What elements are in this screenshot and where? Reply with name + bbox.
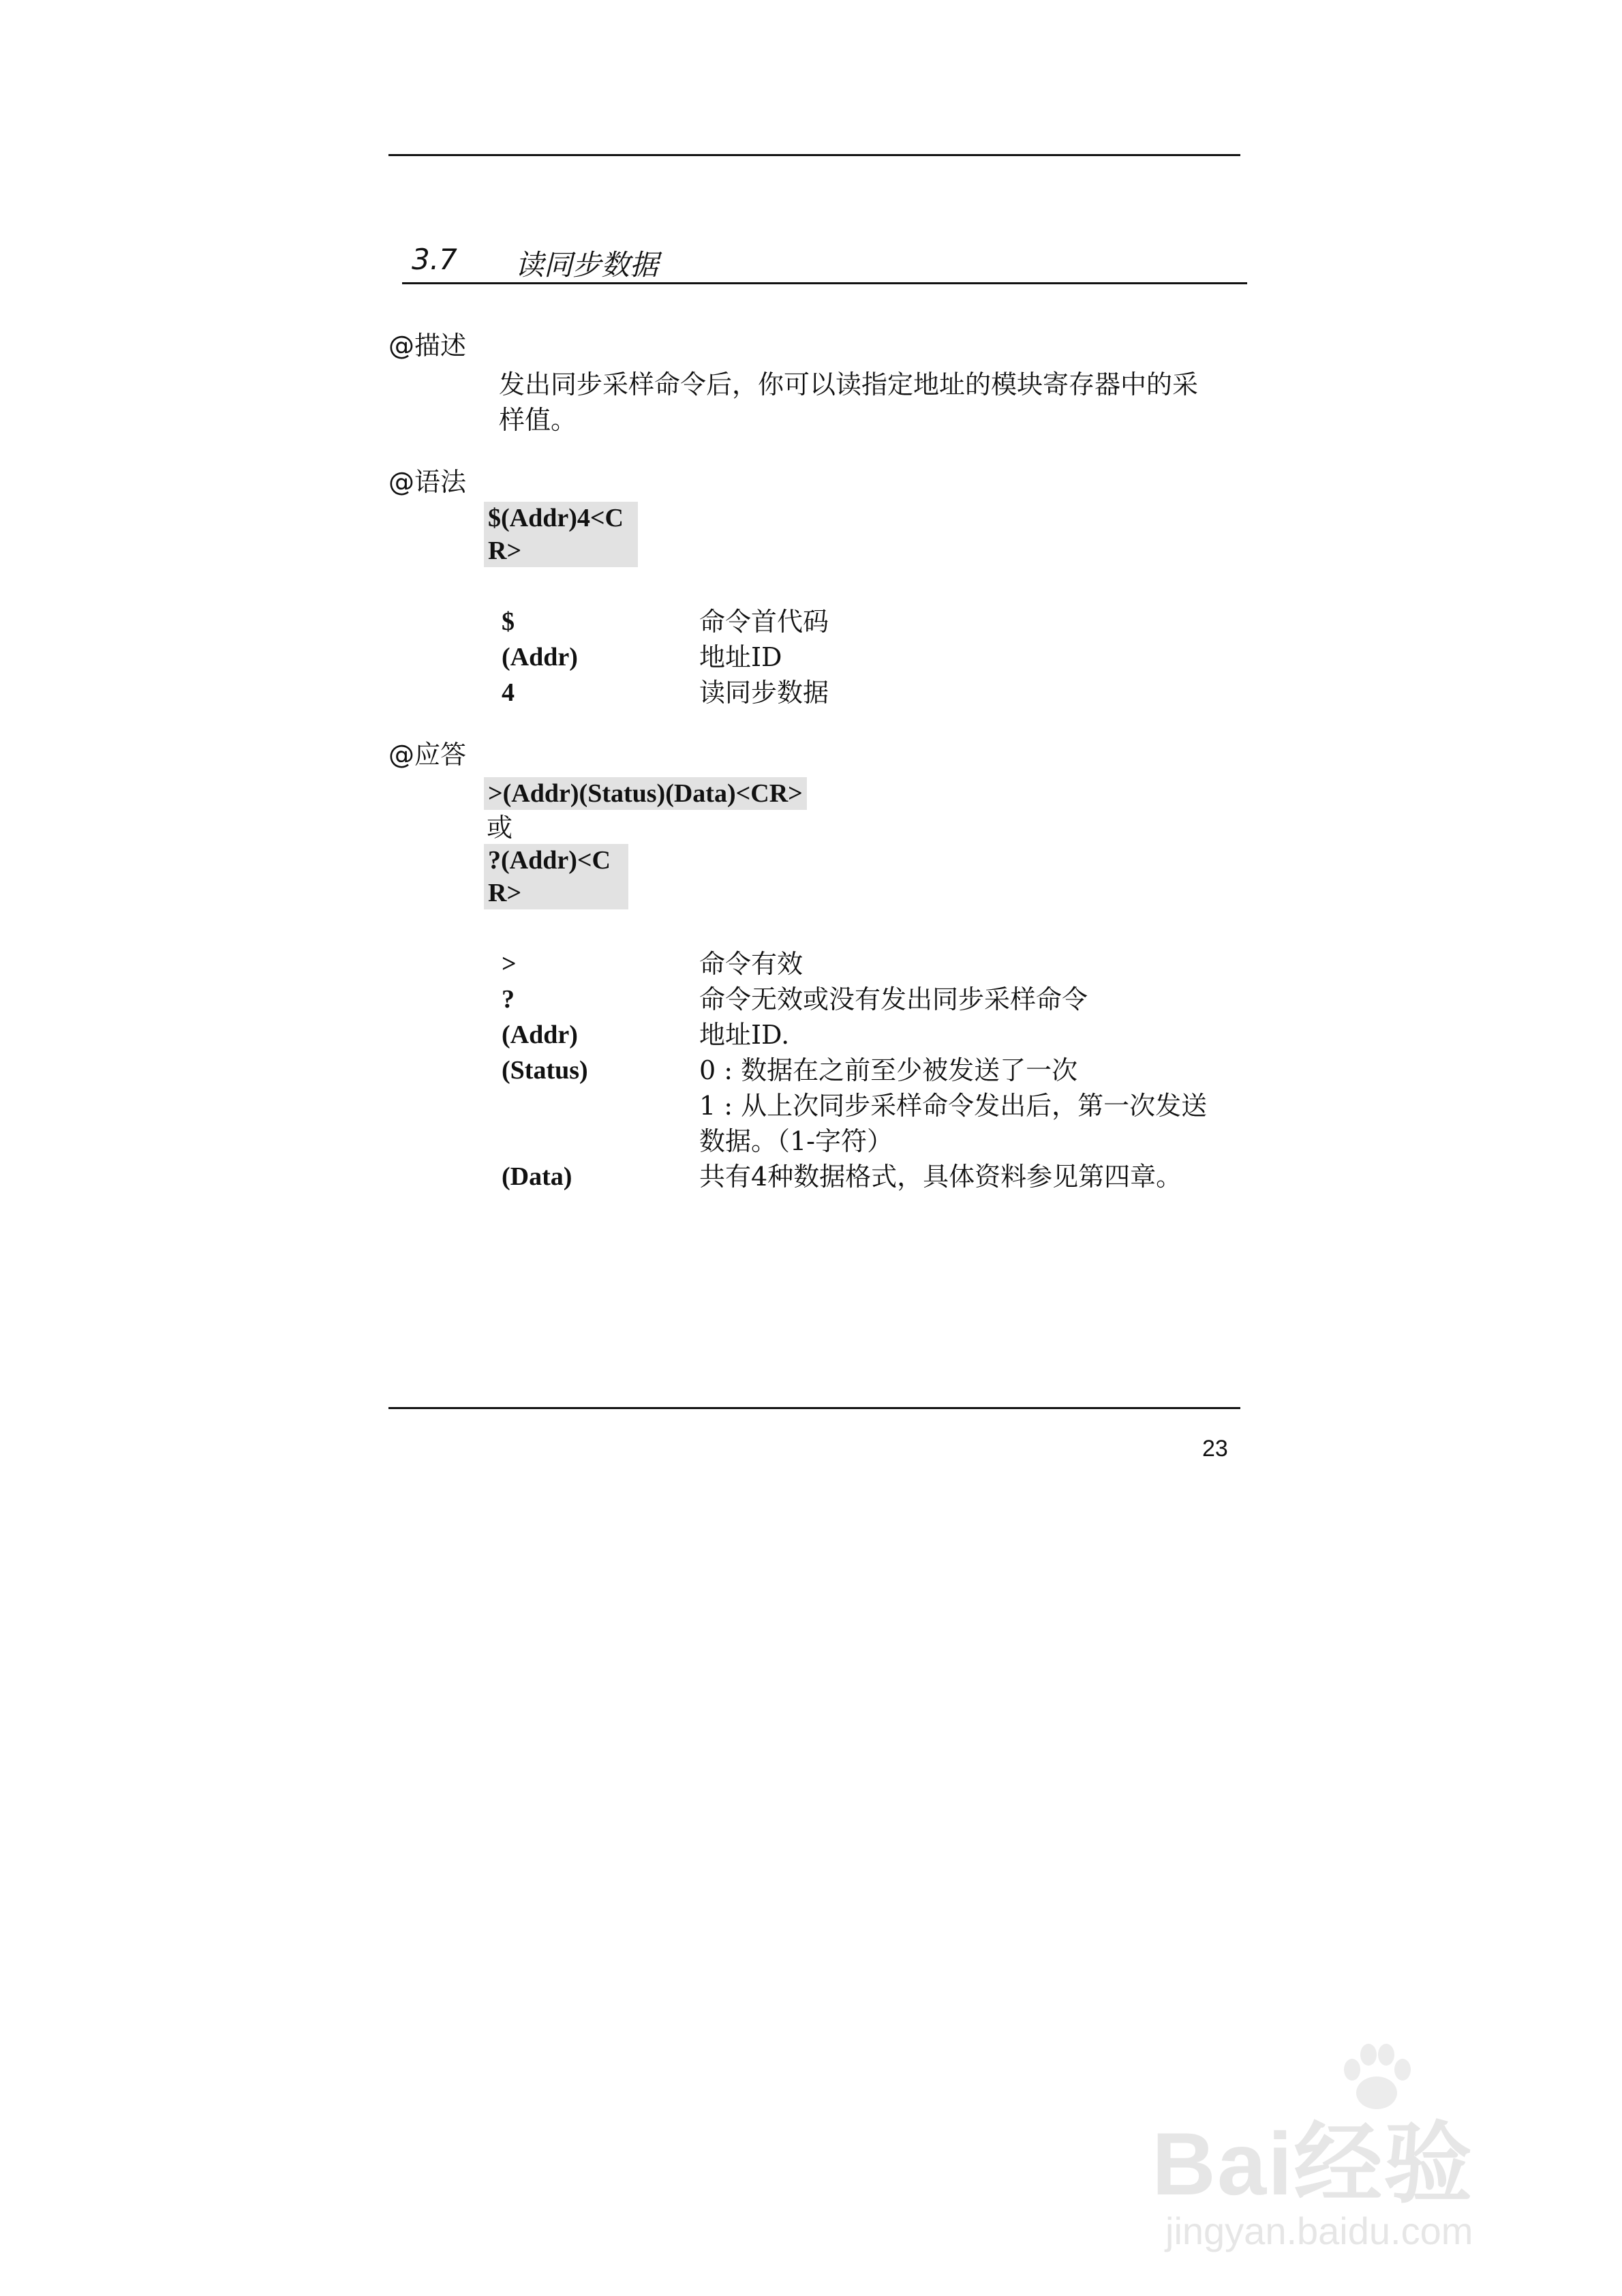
response-param-row bbox=[502, 1123, 1251, 1159]
response-param-row bbox=[502, 982, 1251, 1017]
syntax-command-line1: $(Addr)4<C bbox=[488, 504, 624, 532]
description-text-line2: 样值。 bbox=[499, 405, 577, 435]
syntax-param-row bbox=[502, 604, 1251, 639]
header-rule bbox=[388, 154, 1240, 156]
watermark-url: jingyan.baidu.com bbox=[1165, 2209, 1473, 2252]
syntax-params-table bbox=[502, 604, 1251, 710]
section-number: 3.7 bbox=[412, 243, 457, 276]
param-desc: 数据。（1-字符） bbox=[699, 1126, 893, 1156]
response-param-row bbox=[502, 1159, 1251, 1194]
response-param-row bbox=[502, 1088, 1251, 1123]
invalid-response-box bbox=[484, 844, 628, 909]
response-param-row bbox=[502, 1017, 1251, 1053]
invalid-response-line1: ?(Addr)<C bbox=[488, 846, 611, 875]
param-desc: 命令首代码 bbox=[699, 607, 829, 637]
description-label: @描述 bbox=[388, 331, 467, 361]
param-key: $ bbox=[502, 607, 515, 636]
response-params-table bbox=[502, 946, 1251, 1194]
syntax-param-row bbox=[502, 639, 1251, 675]
param-desc: 读同步数据 bbox=[699, 678, 829, 708]
param-desc: 1 : 从上次同步采样命令发出后，第一次发送 bbox=[699, 1091, 1208, 1121]
syntax-param-row bbox=[502, 675, 1251, 710]
param-key: > bbox=[502, 950, 517, 978]
watermark-brand: Bai经验 bbox=[1152, 2114, 1474, 2214]
syntax-label: @语法 bbox=[388, 467, 467, 497]
response-param-row bbox=[502, 946, 1251, 982]
invalid-response-line2: R> bbox=[488, 879, 522, 907]
or-text: 或 bbox=[487, 813, 513, 843]
syntax-command-box bbox=[484, 502, 638, 567]
section-rule bbox=[402, 282, 1247, 284]
param-key: 4 bbox=[502, 678, 515, 707]
param-key: (Addr) bbox=[502, 643, 578, 671]
syntax-command-line2: R> bbox=[488, 537, 522, 565]
section-title: 读同步数据 bbox=[515, 248, 659, 282]
valid-response-box bbox=[484, 777, 807, 810]
param-desc: 共有4种数据格式，具体资料参见第四章。 bbox=[699, 1162, 1182, 1192]
param-key: (Data) bbox=[502, 1162, 572, 1191]
param-desc: 地址ID. bbox=[699, 1020, 790, 1050]
param-desc: 地址ID bbox=[699, 642, 782, 672]
param-desc: 命令无效或没有发出同步采样命令 bbox=[699, 984, 1088, 1014]
param-key: (Addr) bbox=[502, 1021, 578, 1049]
watermark bbox=[1152, 2038, 1588, 2263]
param-desc: 命令有效 bbox=[699, 949, 804, 979]
valid-response-text: >(Addr)(Status)(Data)<CR> bbox=[488, 779, 803, 808]
footer-rule bbox=[388, 1407, 1240, 1409]
response-param-row bbox=[502, 1053, 1251, 1088]
response-label: @应答 bbox=[388, 740, 467, 770]
param-key: ? bbox=[502, 985, 515, 1014]
param-key: (Status) bbox=[502, 1056, 588, 1085]
param-desc: 0 : 数据在之前至少被发送了一次 bbox=[699, 1055, 1078, 1085]
description-text-line1: 发出同步采样命令后，你可以读指定地址的模块寄存器中的采 bbox=[499, 369, 1199, 399]
page-number: 23 bbox=[1202, 1436, 1228, 1462]
